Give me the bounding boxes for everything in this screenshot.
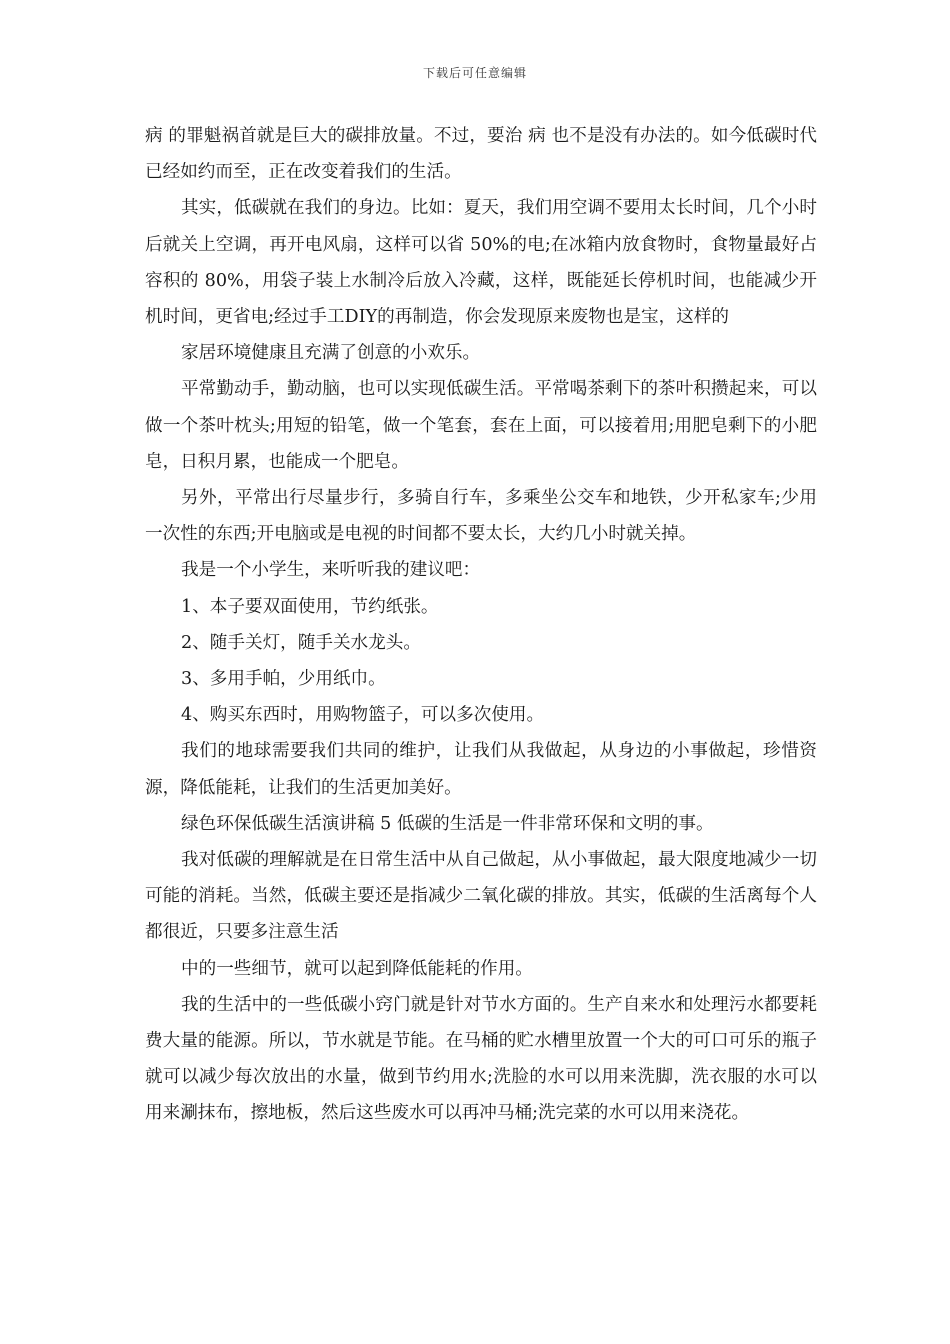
- paragraph-9: 中的一些细节，就可以起到降低能耗的作用。: [181, 958, 533, 979]
- paragraph-1: 病 的罪魁祸首就是巨大的碳排放量。不过，要治 病 也不是没有办法的。如今低碳时代已经如约而至，正在改变着我们的生活。: [145, 126, 817, 183]
- paragraph-10: 我的生活中的一些低碳小窍门就是针对节水方面的。生产自来水和处理污水都要耗费大量的能源。所以，节水就是节能。在马桶的贮水槽里放置一个大的可口可乐的瓶子就可以减少每次放出的水量，做到节约用水;洗脸的水可以用来洗脚，洗衣服的水可以用来涮抹布，擦地板，然后这些废水可以再冲马桶;洗完菜的水可以用来浇花。: [145, 994, 817, 1124]
- list-item-4: 4、购买东西时，用购物篮子，可以多次使用。: [181, 705, 545, 726]
- list-item-1: 1、本子要双面使用，节约纸张。: [181, 596, 439, 617]
- paragraph-5: 另外，平常出行尽量步行，多骑自行车，多乘坐公交车和地铁，少开私家车;少用一次性的东西;开电脑或是电视的时间都不要太长，大约几小时就关掉。: [145, 488, 817, 545]
- paragraph-7: 我们的地球需要我们共同的维护，让我们从我做起，从身边的小事做起，珍惜资源，降低能耗，让我们的生活更加美好。: [145, 741, 817, 798]
- list-item-2: 2、随手关灯，随手关水龙头。: [181, 632, 421, 653]
- speech-heading: 绿色环保低碳生活演讲稿 5 低碳的生活是一件非常环保和文明的事。: [181, 813, 714, 834]
- paragraph-2: 其实，低碳就在我们的身边。比如：夏天，我们用空调不要用太长时间，几个小时后就关上空调，再开电风扇，这样可以省 50%的电;在冰箱内放食物时，食物量最好占容积的 80%，用袋子装上水制冷后放入冷藏，这样，既能延长停机时间，也能减少开机时间，更省电;经过手工DIY的再制造，你会发现原来废物也是宝，这样的: [145, 198, 817, 328]
- paragraph-4: 平常勤动手，勤动脑，也可以实现低碳生活。平常喝茶剩下的茶叶积攒起来，可以做一个茶叶枕头;用短的铅笔，做一个笔套，套在上面，可以接着用;用肥皂剩下的小肥皂，日积月累，也能成一个肥皂。: [145, 379, 817, 472]
- paragraph-6: 我是一个小学生，来听听我的建议吧：: [181, 560, 481, 581]
- list-item-3: 3、多用手帕，少用纸巾。: [181, 669, 386, 690]
- paragraph-8: 我对低碳的理解就是在日常生活中从自己做起，从小事做起，最大限度地减少一切可能的消耗。当然，低碳主要还是指减少二氧化碳的排放。其实，低碳的生活离每个人都很近，只要多注意生活: [145, 850, 817, 943]
- page-header: 下载后可任意编辑: [422, 66, 527, 80]
- document-body: [145, 118, 817, 1132]
- paragraph-3: 家居环境健康且充满了创意的小欢乐。: [181, 343, 481, 364]
